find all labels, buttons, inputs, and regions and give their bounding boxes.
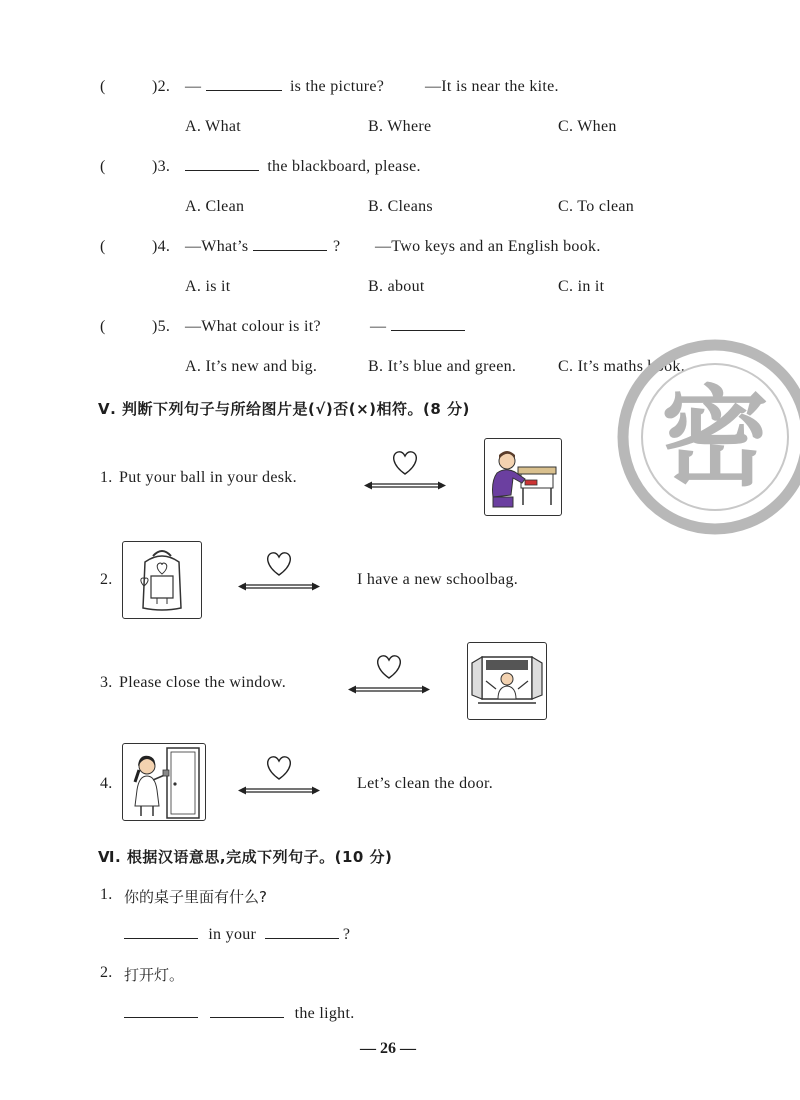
answer-heart-arrow-icon[interactable]: [362, 444, 448, 492]
option-a: A. Clean: [185, 198, 245, 215]
girl-cleaning-door-icon: [123, 744, 205, 820]
translate-end-text: the light.: [294, 1005, 355, 1022]
judge-item-text: Let’s clean the door.: [357, 775, 494, 792]
question-suffix: the blackboard, please.: [267, 158, 421, 175]
option-a: A. is it: [185, 278, 231, 295]
option-c: C. To clean: [558, 198, 635, 215]
translate-end-text: ?: [342, 926, 351, 943]
judge-item-number: 3.: [100, 674, 113, 691]
section-6-title: Ⅵ. 根据汉语意思,完成下列句子。(10 分): [98, 848, 393, 866]
option-a: A. What: [185, 118, 242, 135]
option-b: B. about: [368, 278, 425, 295]
open-window-icon: [468, 643, 546, 719]
judge-item-number: 1.: [100, 469, 113, 486]
picture-open-window: [467, 642, 547, 720]
answer-paren-open: (: [100, 158, 106, 175]
schoolbag-icon: [123, 542, 201, 618]
question-reply: —Two keys and an English book.: [375, 238, 601, 255]
answer-blank[interactable]: [253, 250, 327, 251]
option-b: B. It’s blue and green.: [368, 358, 517, 375]
option-c: C. It’s maths book.: [558, 358, 686, 375]
translate-mid-text: in your: [208, 926, 257, 943]
question-suffix: ?: [333, 238, 341, 255]
judge-item-text: Please close the window.: [119, 674, 287, 691]
option-c: C. in it: [558, 278, 605, 295]
reply-dash: —: [370, 318, 387, 335]
question-number: )4.: [152, 238, 171, 255]
answer-blank[interactable]: [265, 938, 339, 939]
picture-schoolbag: [122, 541, 202, 619]
question-prefix: —: [185, 78, 202, 95]
question-number: )5.: [152, 318, 171, 335]
picture-boy-at-desk: [484, 438, 562, 516]
question-text: —What colour is it?: [185, 318, 321, 335]
translate-item-number: 2.: [100, 964, 113, 981]
judge-item-text: I have a new schoolbag.: [357, 571, 519, 588]
option-b: B. Cleans: [368, 198, 433, 215]
page-number: — 26 —: [360, 1040, 416, 1057]
question-suffix: is the picture?: [289, 78, 385, 95]
question-number: )3.: [152, 158, 171, 175]
picture-girl-cleaning-door: [122, 743, 206, 821]
question-number: )2.: [152, 78, 171, 95]
answer-blank[interactable]: [391, 330, 465, 331]
answer-paren-open: (: [100, 238, 106, 255]
judge-item-number: 2.: [100, 571, 113, 588]
answer-blank[interactable]: [210, 1017, 284, 1018]
answer-blank[interactable]: [206, 90, 282, 91]
question-prefix: —What’s: [185, 238, 249, 255]
answer-blank[interactable]: [124, 938, 198, 939]
translate-item-number: 1.: [100, 886, 113, 903]
answer-blank[interactable]: [185, 170, 259, 171]
question-text: [185, 78, 384, 96]
answer-paren-open: (: [100, 318, 106, 335]
answer-heart-arrow-icon[interactable]: [236, 545, 322, 593]
section-5-title: Ⅴ. 判断下列句子与所给图片是(√)否(×)相符。(8 分): [98, 400, 470, 418]
answer-heart-arrow-icon[interactable]: [346, 648, 432, 696]
option-a: A. It’s new and big.: [185, 358, 318, 375]
translate-item-chinese: 打开灯。: [124, 966, 185, 984]
translate-item-chinese: 你的桌子里面有什么?: [124, 888, 267, 906]
translate-item-answer: [124, 926, 350, 944]
boy-at-desk-icon: [485, 439, 561, 515]
question-text: [185, 238, 340, 256]
option-b: B. Where: [368, 118, 432, 135]
confidential-stamp-icon: [605, 325, 800, 555]
option-c: C. When: [558, 118, 617, 135]
answer-heart-arrow-icon[interactable]: [236, 749, 322, 797]
translate-item-answer: [124, 1005, 355, 1023]
answer-blank[interactable]: [124, 1017, 198, 1018]
question-reply: —It is near the kite.: [425, 78, 559, 95]
judge-item-number: 4.: [100, 775, 113, 792]
question-text: [185, 158, 421, 176]
question-reply: [370, 318, 465, 336]
stamp-char: 密: [660, 376, 770, 501]
answer-paren-open: (: [100, 78, 106, 95]
judge-item-text: Put your ball in your desk.: [119, 469, 297, 486]
